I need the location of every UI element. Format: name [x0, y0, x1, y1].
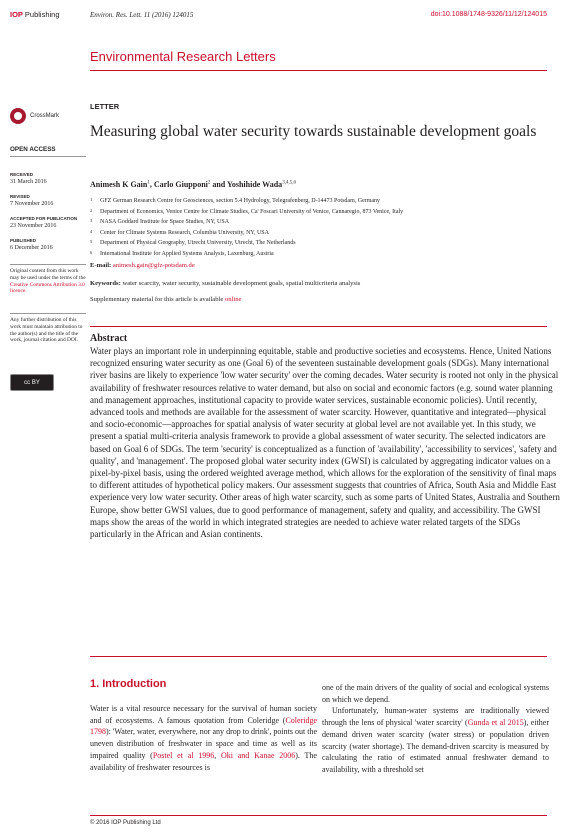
publisher-logo — [10, 10, 60, 19]
keywords-text: water scarcity, water security, sustainable development goals, spatial multicriteria analysis — [122, 280, 361, 287]
author-affil: 2 — [207, 180, 211, 186]
crossmark-label: CrossMark — [30, 113, 60, 119]
accepted-label: ACCEPTED FOR PUBLICATION — [10, 216, 78, 221]
author-name: Animesh K Gain — [90, 180, 148, 189]
body-column-right — [322, 682, 549, 776]
journal-name[interactable]: Environmental Research Letters — [90, 49, 276, 64]
license-text: Original content from this work may be used under the terms of the — [10, 268, 86, 281]
article-title: Measuring global water security towards sustainable development goals — [90, 123, 537, 140]
author-name: Yoshihide Wada — [226, 180, 283, 189]
supplementary-note — [90, 296, 241, 303]
supplementary-text: Supplementary material for this article is available — [90, 296, 224, 303]
article-type: LETTER — [90, 102, 120, 111]
abstract-top-rule — [90, 326, 547, 327]
published-label: PUBLISHED — [10, 238, 37, 243]
affiliation-item: 6 International Institute for Applied Systems Analysis, Laxenburg, Austria — [90, 249, 274, 257]
crossmark-badge[interactable] — [10, 108, 59, 124]
open-access-label: OPEN ACCESS — [10, 146, 56, 153]
publisher-name: Publishing — [24, 10, 60, 19]
affiliation-item: 4 Center for Climate Systems Research, Columbia University, NY, USA — [90, 228, 269, 236]
iop-logo-mark: IOP — [10, 10, 23, 19]
sidebar-divider — [10, 313, 86, 314]
license-note — [10, 268, 86, 295]
footer-rule — [90, 815, 547, 816]
author-affil: 3,4,5,6 — [282, 180, 296, 186]
author-name: Carlo Giupponi — [153, 180, 208, 189]
abstract-bottom-rule — [90, 656, 547, 657]
affiliation-item: 1 GFZ German Research Centre for Geosciences, section 5.4 Hydrology, Telegrafenberg, D-14473 Potsdam, Germany — [90, 197, 381, 204]
author-affil: 1 — [147, 180, 150, 186]
paragraph: one of the main drivers of the quality of social and ecological systems on which we depend. — [322, 683, 549, 704]
sidebar-divider — [10, 156, 86, 157]
affiliation-item: 2 Department of Economics, Venice Centre for Climate Studies, Ca' Foscari University of Venice, Cannaregio, 873 Venice, Italy — [90, 207, 404, 215]
paragraph: Unfortunately, human-water systems are traditionally viewed through the lens of physical 'water scarcity' (Gunda et al 2015), either demand driven water scarcity (water stress) or population driven scarcity (water shortage). The demand-driven scarcity is measured by calculating the ratio of estimated annual freshwater demand to availability, with a threshold set — [322, 706, 550, 774]
cc-license-badge[interactable] — [10, 374, 54, 391]
journal-citation: Environ. Res. Lett. 11 (2016) 124015 — [90, 11, 194, 19]
affiliation-list — [90, 196, 560, 260]
section-heading: 1. Introduction — [90, 678, 167, 690]
distribution-note: Any further distribution of this work must maintain attribution to the author(s) and the title of the work, journal citation and DOI. — [10, 317, 83, 344]
abstract-heading: Abstract — [90, 333, 128, 344]
accepted-date: 23 November 2016 — [10, 223, 57, 229]
published-date: 6 December 2016 — [10, 245, 53, 251]
citation-link[interactable]: Oki and Kanae 2006 — [221, 750, 296, 760]
header-rule — [90, 70, 547, 71]
email-link[interactable]: animesh.gain@gfz-potsdam.de — [112, 262, 195, 269]
keywords — [90, 280, 360, 287]
citation-link[interactable]: Gunda et al 2015 — [467, 718, 524, 728]
citation-link[interactable]: Postel et al 1996 — [152, 750, 215, 760]
revised-date: 7 November 2016 — [10, 201, 54, 207]
affiliation-item: 3 NASA Goddard Institute for Space Studies, NY, USA — [90, 218, 230, 226]
revised-label: REVISED — [10, 194, 30, 199]
license-end: . — [25, 288, 27, 295]
affiliation-item: 5 Department of Physical Geography, Utrecht University, Utrecht, The Netherlands — [90, 239, 296, 247]
corresponding-email — [90, 262, 195, 269]
supplementary-link[interactable]: online — [224, 296, 242, 303]
author-list: Animesh K Gain$^1$, Carlo Giupponi$^2$ and Yoshihide Wada$^{3,4,5,6}$ — [90, 180, 296, 189]
cc-icon: cc BY — [24, 379, 40, 386]
crossmark-icon — [10, 108, 26, 124]
keywords-label: Keywords: — [90, 280, 121, 287]
body-column-left: Water is a vital resource necessary for the survival of human society and of ecosystems. A famous quotation from Coleridge (Coleridge 1798): 'Water, water, everywhere, nor any drop to drink', points out the uneven distribution of freshwater in space and time as well as its impaired quality (Postel et al 1996, Oki and Kanae 2006). The availability of freshwater resources is — [90, 704, 317, 772]
received-label: RECEIVED — [10, 172, 34, 177]
received-date: 31 March 2016 — [10, 179, 47, 185]
citation-link[interactable]: Coleridge 1798 — [90, 715, 317, 737]
copyright: © 2016 IOP Publishing Ltd — [90, 820, 161, 826]
email-label: E-mail: — [90, 262, 112, 269]
doi-link[interactable]: doi:10.1088/1748-9326/11/12/124015 — [430, 11, 547, 18]
sidebar-divider — [10, 264, 86, 265]
license-link[interactable]: Creative Commons Attribution 3.0 licence — [10, 281, 85, 295]
abstract-text: Water plays an important role in underpinning equitable, stable and productive societies and ecosystems. Hence, United Nations recognized ensuring water security as one (Goal 6) of the seventeen sustainable development goals (SDGs). Many international river basins are likely to experience 'low water security' over the coming decades. Water security is rooted not only in the physical availability of freshwater resources relative to water demand, but also on social and economic factors (e.g. sound water planning and management approaches, institutional capacity to provide water services, sustainable economic policies). Until recently, advanced tools and methods are available for the assessment of water scarcity. However, quantitative and integrated—physical and socio-economic—approaches for spatial analysis of water security at global level are not available yet. In this study, we present a spatial multi-criteria analysis framework to provide a global assessment of water security. The selected indicators are based on Goal 6 of SDGs. The term 'security' is conceptualized as a function of 'availability', 'accessibility to services', 'safety and quality', and 'management'. The proposed global water security index (GWSI) is calculated by aggregating indicator values on a pixel-by-pixel basis, using the ordered weighted average method, which allows for the exploration of the sensitivity of final maps to different attitudes of hypothetical policy makers. Our assessment suggests that countries of Africa, South Asia and Middle East experience very low water security. Other areas of high water scarcity, such as some parts of United States, Australia and Southern Europe, show better GWSI values, due to good performance of management, safety and quality, and accessibility. The GWSI maps show the areas of the world in which integrated strategies are needed to achieve water related targets of the SDGs particularly in the African and Asian continents. — [90, 346, 560, 540]
